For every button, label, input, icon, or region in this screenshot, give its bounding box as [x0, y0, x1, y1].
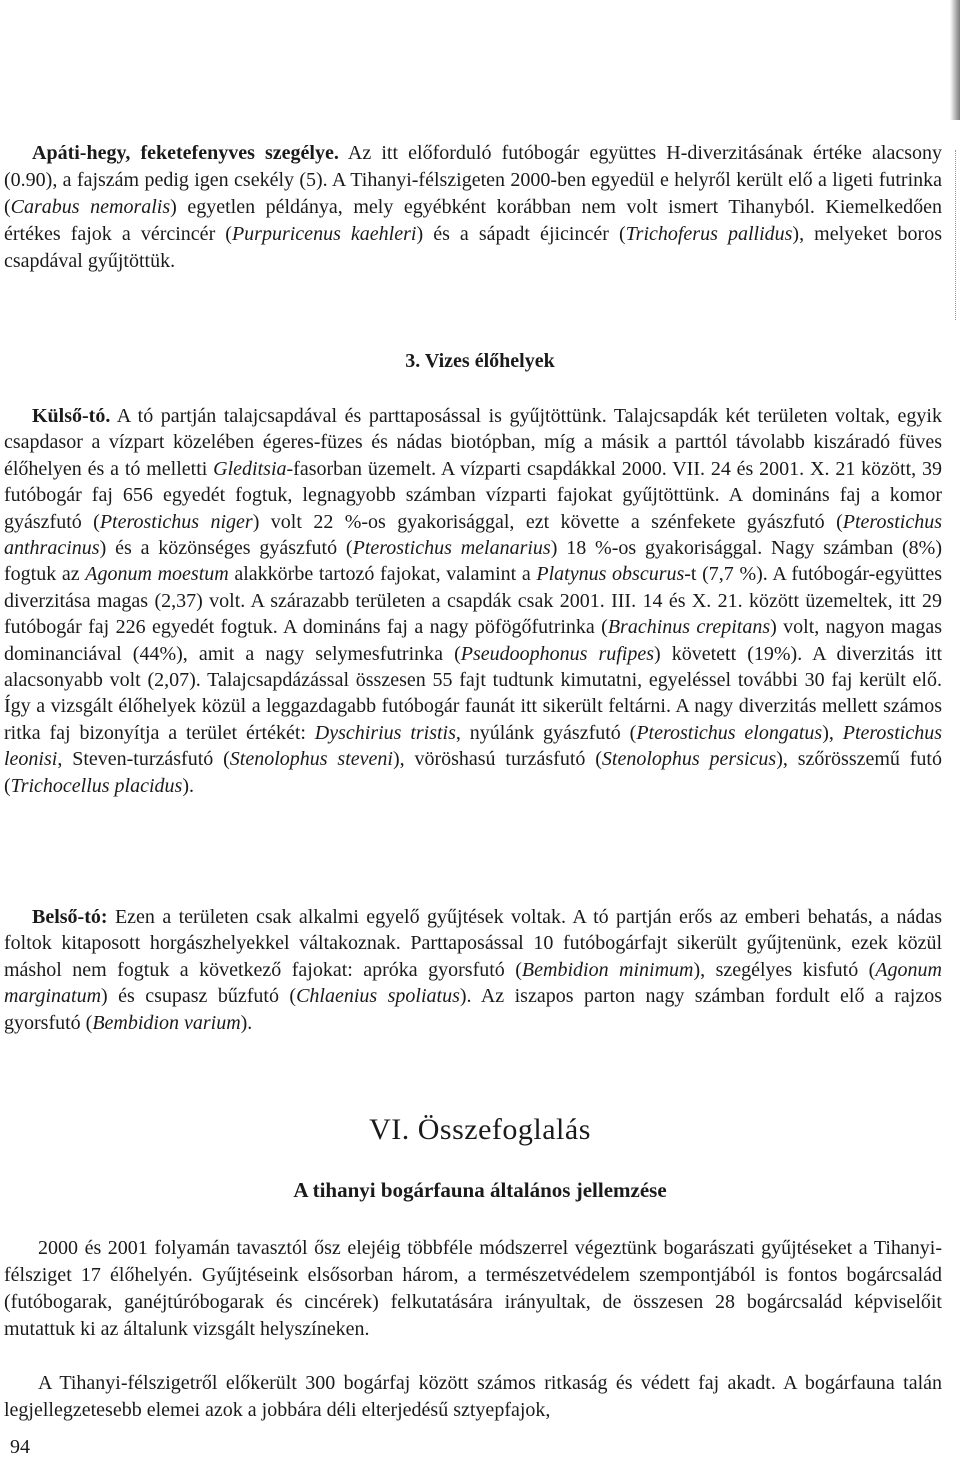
text-run: ) és a sápadt éjicincér ( — [416, 223, 626, 245]
species-name: Purpuricenus kaehleri — [231, 223, 417, 245]
text-run: ) 18 %-os gyakorisággal. Nagy számban (8%) fogtuk az — [4, 537, 942, 586]
paragraph-kulso-to — [4, 403, 942, 799]
text-run: ), vöröshasú turzásfutó ( — [392, 748, 602, 771]
paragraph-lead: Belső-tó: — [32, 906, 108, 928]
text-run: ) követett (19%). A diverzitás itt alacsonyabb volt (2,07). Talajcsapdázással összesen 55 fajt tudtunk kimutatni, egyeléssel további 30 faj került elő. Így a vizsgált élőhelyek közül a leggazdagabb futóbogár faunát itt sikerült feltárni. A nagy diverzitás mellett számos ritka faj bizonyítja a terület értékét: — [4, 642, 943, 744]
species-name: Trichoferus pallidus — [625, 223, 793, 245]
text-run: , nyúlánk gyászfutó ( — [455, 721, 637, 744]
chapter-title: VI. Összefoglalás — [369, 1113, 591, 1146]
scan-edge-specks — [951, 150, 956, 320]
species-name: Stenolophus steveni — [229, 748, 393, 771]
species-name: Agonum moestum — [85, 563, 229, 586]
text-run: ), melyeket boros csapdával gyűjtöttük. — [4, 223, 942, 272]
text-run: ), szegélyes kisfutó ( — [693, 958, 876, 981]
text-run: Ezen a területen csak alkalmi egyelő gyűjtések voltak. A tó partján erős az emberi behatás, a nádas foltok kitaposott horgászhelyekkel váltakoznak. Parttaposással 10 futóbogárfajt sikerült gyűjtenünk, ezek közül máshol nem fogtuk a következő fajokat: apróka gyorsfutó ( — [4, 906, 942, 981]
species-name: Gleditsia — [213, 457, 287, 480]
text-run: ), szőrösszemű futó ( — [4, 748, 942, 797]
species-name: Carabus nemoralis — [10, 196, 171, 218]
text-run: alakkörbe tartozó fajokat, valamint a — [228, 563, 537, 586]
text-run: ) és a közönséges gyászfutó ( — [99, 537, 353, 560]
species-name: Bembidion varium — [92, 1011, 241, 1034]
text-run: , Steven-turzásfutó ( — [57, 748, 230, 771]
summary-paragraph-1: 2000 és 2001 folyamán tavasztól ősz elejéig többféle módszerrel végeztünk bogarászati gyűjtéseket a Tihanyi-félsziget 17 élőhelyén. Gyűjtéseink elsősorban három, a természetvédelem szempontjából is fontos bogárcsalád (futóbogarak, ganéjtúróbogarak és cincérek) felkutatására irányultak, de összesen 28 bogárcsalád képviselőit mutattuk ki az általunk vizsgált helyszíneken. — [4, 1237, 942, 1340]
species-name: Agonum marginatum — [4, 958, 943, 1008]
species-name: Pterostichus elongatus — [636, 721, 823, 744]
species-name: Platynus obscurus — [536, 563, 685, 586]
text-run: -t (7,7 %). A futóbogár-együttes diverzitása magas (2,37) volt. A szárazabb területen a csapdák csak 2001. III. 14 és X. 21. között üzemeltek, itt 29 futóbogár faj 226 egyedét fogtuk. A domináns faj a nagy pöfögőfutrinka ( — [4, 563, 942, 639]
species-name: Pseudoophonus rufipes — [460, 642, 655, 665]
species-name: Chlaenius spoliatus — [296, 985, 460, 1008]
summary-paragraph-2: A Tihanyi-félszigetről előkerült 300 bogárfaj között számos ritkaság és védett faj akadt. A bogárfauna talán legjellegzetesebb elemei azok a jobbára déli elterjedésű sztyepfajok, — [4, 1372, 942, 1421]
species-name: Pterostichus anthracinus — [4, 510, 943, 560]
text-run: ) és csupasz bűzfutó ( — [101, 985, 297, 1008]
text-run: A tó partján talajcsapdával és parttaposással is gyűjtöttünk. Talajcsapdák két területen voltak, egyik csapdasor a vízpart közelében égeres-füzes és nádas biotópban, míg a másik a parttól távolabb kiszáradó füves élőhelyen és a tó melletti — [4, 405, 942, 480]
species-name: Stenolophus persicus — [601, 748, 777, 771]
subsection-title: A tihanyi bogárfauna általános jellemzése — [293, 1178, 667, 1202]
species-name: Brachinus crepitans — [607, 616, 771, 639]
text-run: ). — [182, 774, 195, 797]
species-name: Pterostichus melanarius — [352, 537, 551, 560]
text-run: ), — [822, 721, 843, 744]
paragraph-apati-hegy — [4, 140, 942, 275]
species-name: Pterostichus leonisi — [4, 721, 942, 771]
text-run: Az itt előforduló futóbogár együttes H-diverzitásának értéke alacsony (0.90), a fajszám pedig igen csekély (5). A Tihanyi-félszigeten 2000-ben egyedül e helyről került elő a ligeti futrinka ( — [4, 142, 942, 218]
text-run: ). — [240, 1011, 253, 1034]
section-title: 3. Vizes élőhelyek — [405, 350, 555, 372]
species-name: Bembidion minimum — [521, 958, 694, 981]
paragraph-belso-to — [4, 904, 942, 1036]
species-name: Dyschirius tristis — [314, 721, 456, 744]
text-run: -fasorban üzemelt. A vízparti csapdákkal 2000. VII. 24 és 2001. X. 21 között, 39 futóbogár faj 656 egyedét fogtuk, legnagyobb számban vízparti fajokat gyűjtöttünk. A domináns faj a komor gyászfutó ( — [4, 457, 943, 533]
text-run: ). Az iszapos parton nagy számban fordult elő a rajzos gyorsfutó ( — [4, 985, 942, 1034]
text-run: ) volt 22 %-os gyakorisággal, ezt követte a szénfekete gyászfutó ( — [252, 510, 843, 533]
paragraph-lead: Külső-tó. — [32, 405, 111, 427]
paragraph-lead: Apáti-hegy, feketefenyves szegélye. — [32, 142, 339, 164]
text-run: ) volt, nagyon magas dominanciával (44%), amit a nagy selymesfutrinka ( — [4, 616, 942, 665]
scan-edge-shadow — [950, 0, 960, 120]
species-name: Pterostichus niger — [99, 510, 253, 533]
text-run: ) egyetlen példánya, mely egyébként korábban nem volt ismert Tihanyból. Kiemelkedően értékes fajok a vércincér ( — [4, 196, 943, 245]
page-number: 94 — [10, 1436, 30, 1458]
species-name: Trichocellus placidus — [10, 774, 183, 797]
